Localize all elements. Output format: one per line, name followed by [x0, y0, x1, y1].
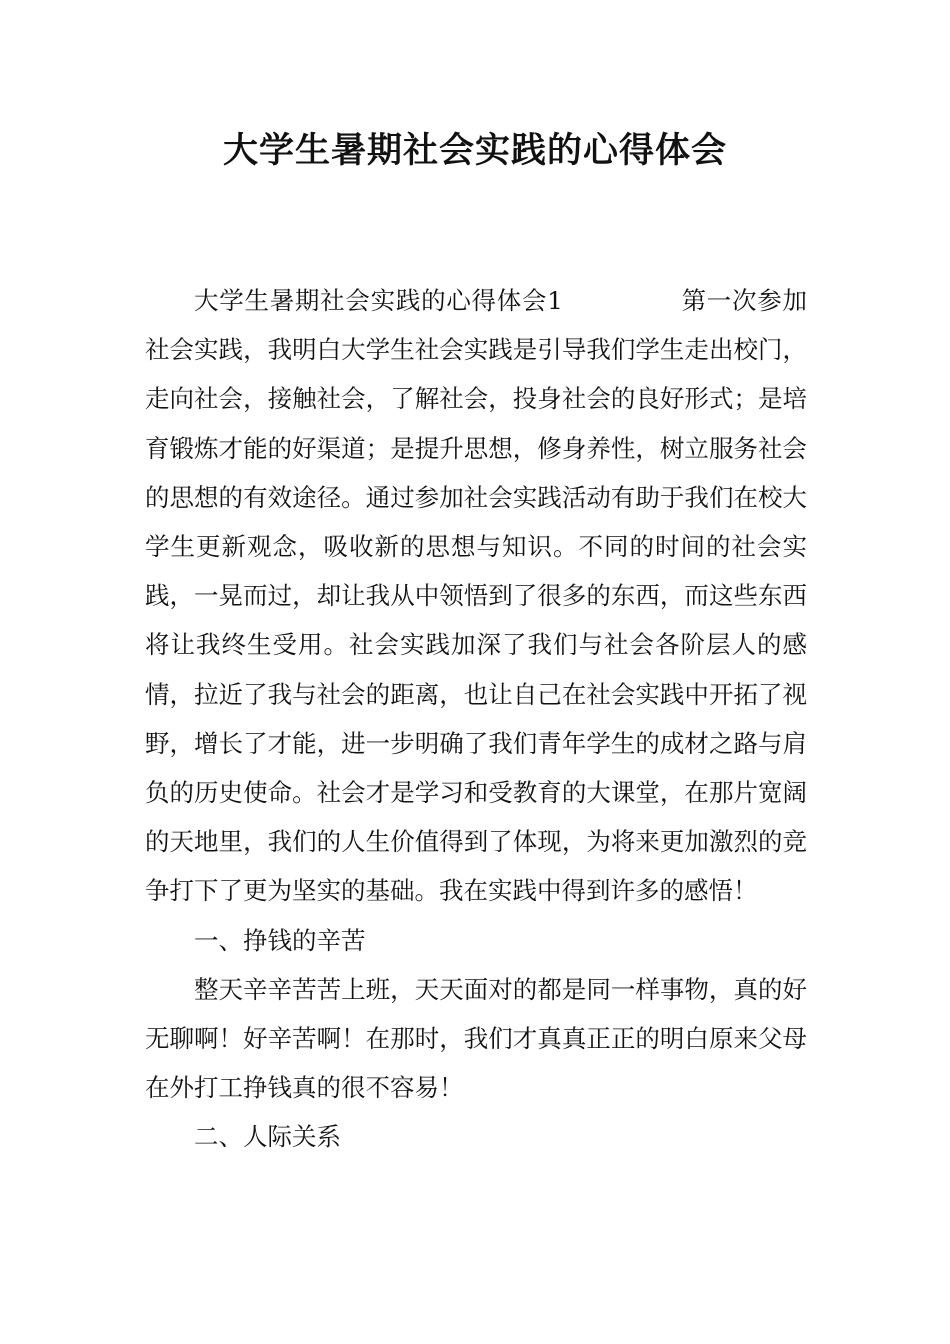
intro-text: 第一次参加社会实践，我明白大学生社会实践是引导我们学生走出校门，走向社会，接触社会，了解社会，投身社会的良好形式；是培育锻炼才能的好渠道；是提升思想，修身养性，树立服务社会的思想的有效途径。通过参加社会实践活动有助于我们在校大学生更新观念，吸收新的思想与知识。不同的时间的社会实践，一晃而过，却让我从中领悟到了很多的东西，而这些东西将让我终生受用。社会实践加深了我们与社会各阶层人的感情，拉近了我与社会的距离，也让自己在社会实践中开拓了视野，增长了才能，进一步明确了我们青年学生的成材之路与肩负的历史使命。社会才是学习和受教育的大课堂，在那片宽阔的天地里，我们的人生价值得到了体现，为将来更加激烈的竞争打下了更为坚实的基础。我在实践中得到许多的感悟！	[145, 286, 808, 906]
intro-heading: 大学生暑期社会实践的心得体会1	[194, 286, 563, 315]
intro-paragraph	[145, 276, 807, 916]
section1-heading: 一、挣钱的辛苦	[194, 925, 366, 955]
document-body	[145, 276, 807, 1162]
document-title: 大学生暑期社会实践的心得体会	[222, 131, 727, 171]
section1-paragraph: 整天辛辛苦苦上班，天天面对的都是同一样事物，真的好无聊啊！好辛苦啊！在那时，我们才真真正正的明白原来父母在外打工挣钱真的很不容易！	[145, 974, 807, 1103]
section2-heading: 二、人际关系	[194, 1122, 341, 1152]
